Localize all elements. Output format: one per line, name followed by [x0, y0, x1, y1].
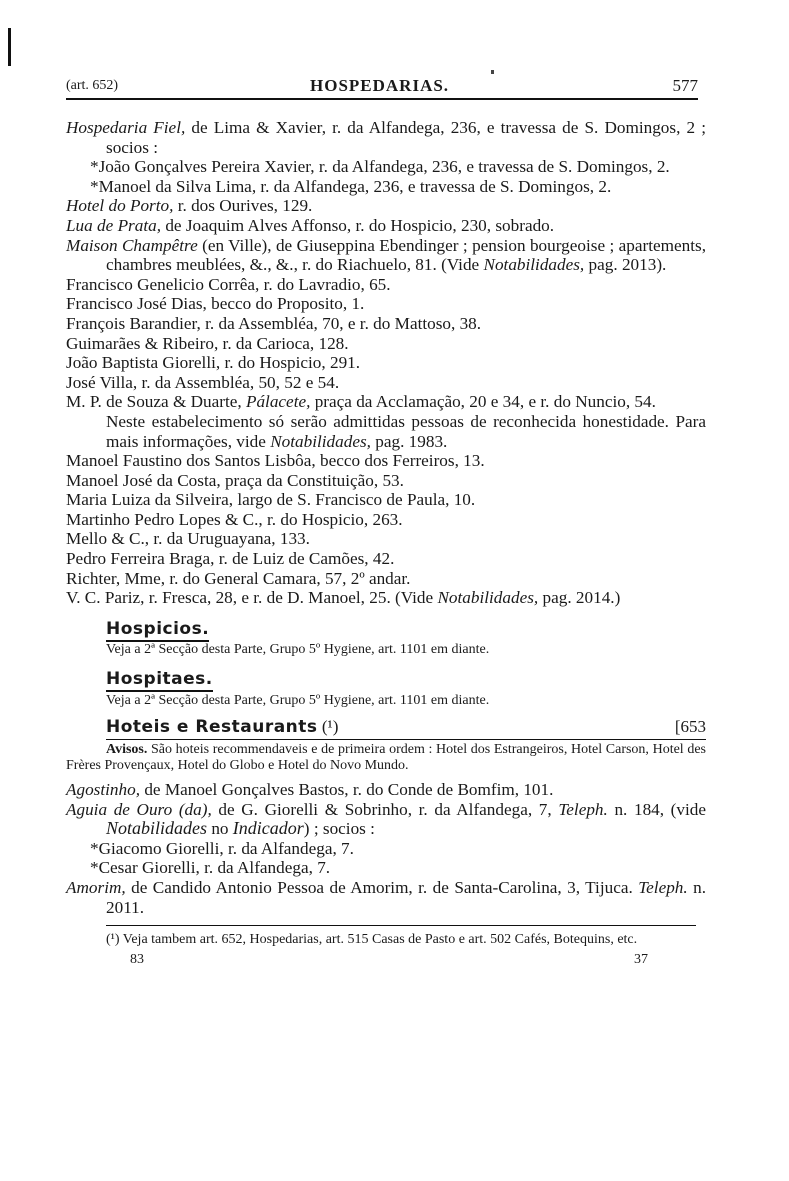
list-item: Aguia de Ouro (da), de G. Giorelli & Sobrinho, r. da Alfandega, 7, Teleph. n. 184, (vide Notabilidades no Indicador) ; socios : — [66, 799, 706, 839]
list-item-partner: *Manoel da Silva Lima, r. da Alfandega, 236, e travessa de S. Domingos, 2. — [90, 176, 612, 196]
section-heading-hospitaes: Hospitaes. — [106, 670, 706, 690]
footer-number: 37 — [634, 952, 648, 968]
header-page-number: 577 — [672, 76, 698, 95]
header-article-ref: (art. 652) — [66, 78, 119, 93]
page-footer — [66, 948, 706, 968]
list-item: Lua de Prata, de Joaquim Alves Affonso, r. do Hospicio, 230, sobrado. — [66, 215, 555, 235]
list-item: V. C. Pariz, r. Fresca, 28, e r. de D. Manoel, 25. (Vide Notabilidades, pag. 2014.) — [66, 588, 621, 608]
list-item: Maria Luiza da Silveira, largo de S. Francisco de Paula, 10. — [66, 490, 476, 510]
footnote-mark: (¹) — [321, 717, 339, 737]
list-item: Amorim, de Candido Antonio Pessoa de Amorim, r. de Santa-Carolina, 3, Tijuca. Teleph. n. 2011. — [66, 878, 707, 917]
list-item-partner: *Giacomo Giorelli, r. da Alfandega, 7. — [90, 838, 354, 858]
list-item: Francisco Genelicio Corrêa, r. do Lavradio, 65. — [66, 274, 391, 294]
ink-dot — [491, 70, 494, 74]
list-item: Francisco José Dias, becco do Proposito, 1. — [66, 294, 365, 314]
list-item: Richter, Mme, r. do General Camara, 57, 2º andar. — [66, 568, 411, 588]
header-title: HOSPEDARIAS. — [310, 76, 450, 95]
section-number: [653 — [674, 717, 706, 737]
list-item-note: Neste estabelecimento só serão admittidas pessoas de reconhecida honestidade. Para mais informações, vide Notabilidades, pag. 1983. — [106, 411, 706, 451]
list-item: João Baptista Giorelli, r. do Hospicio, 291. — [66, 353, 361, 373]
section-text-hospicios: Veja a 2ª Secção desta Parte, Grupo 5º Hygiene, art. 1101 em diante. — [106, 642, 490, 658]
list-item: Manoel Faustino dos Santos Lisbôa, becco dos Ferreiros, 13. — [66, 451, 485, 471]
section-heading-hoteis: Hoteis e Restaurants (¹) [653 — [106, 717, 706, 740]
footnote: (¹) Veja tambem art. 652, Hospedarias, art. 515 Casas de Pasto e art. 502 Cafés, Botequins, etc. — [106, 932, 638, 948]
running-header — [66, 76, 698, 100]
avisos-note: Avisos. São hoteis recommendaveis e de primeira ordem : Hotel dos Estrangeiros, Hotel Carson, Hotel des Frères Provençaux, Hotel do Globo e Hotel do Novo Mundo. — [66, 742, 706, 774]
section-text-hospitaes: Veja a 2ª Secção desta Parte, Grupo 5º Hygiene, art. 1101 em diante. — [106, 693, 490, 709]
footnote-rule — [106, 925, 696, 926]
list-item: Martinho Pedro Lopes & C., r. do Hospicio, 263. — [66, 509, 403, 529]
list-item: Hotel do Porto, r. dos Ourives, 129. — [66, 196, 313, 216]
list-item: Hospedaria Fiel, de Lima & Xavier, r. da Alfandega, 236, e travessa de S. Domingos, 2 ; socios : — [66, 118, 706, 157]
section-heading-hospicios: Hospicios. — [106, 620, 706, 640]
list-item: Agostinho, de Manoel Gonçalves Bastos, r. do Conde de Bomfim, 101. — [66, 780, 554, 800]
signature-mark: 83 — [130, 952, 144, 968]
list-item: José Villa, r. da Assembléa, 50, 52 e 54. — [66, 372, 340, 392]
list-item: Maison Champêtre (en Ville), de Giuseppina Ebendinger ; pension bourgeoise ; apartements, chambres meublées, &., &., r. do Riachuelo, 81. (Vide Notabilidades, pag. 2013). — [66, 235, 706, 275]
page-body — [66, 118, 706, 968]
list-item: Pedro Ferreira Braga, r. de Luiz de Camões, 42. — [66, 549, 395, 569]
list-item: M. P. de Souza & Duarte, Pálacete, praça da Acclamação, 20 e 34, e r. do Nuncio, 54. — [66, 392, 656, 412]
list-item: Guimarães & Ribeiro, r. da Carioca, 128. — [66, 333, 349, 353]
list-item: François Barandier, r. da Assembléa, 70, e r. do Mattoso, 38. — [66, 313, 482, 333]
list-item-partner: *Cesar Giorelli, r. da Alfandega, 7. — [90, 858, 331, 878]
list-item: Mello & C., r. da Uruguayana, 133. — [66, 529, 310, 549]
margin-bar — [8, 28, 11, 66]
list-item: Manoel José da Costa, praça da Constituição, 53. — [66, 470, 404, 490]
list-item-partner: *João Gonçalves Pereira Xavier, r. da Alfandega, 236, e travessa de S. Domingos, 2. — [90, 157, 670, 177]
